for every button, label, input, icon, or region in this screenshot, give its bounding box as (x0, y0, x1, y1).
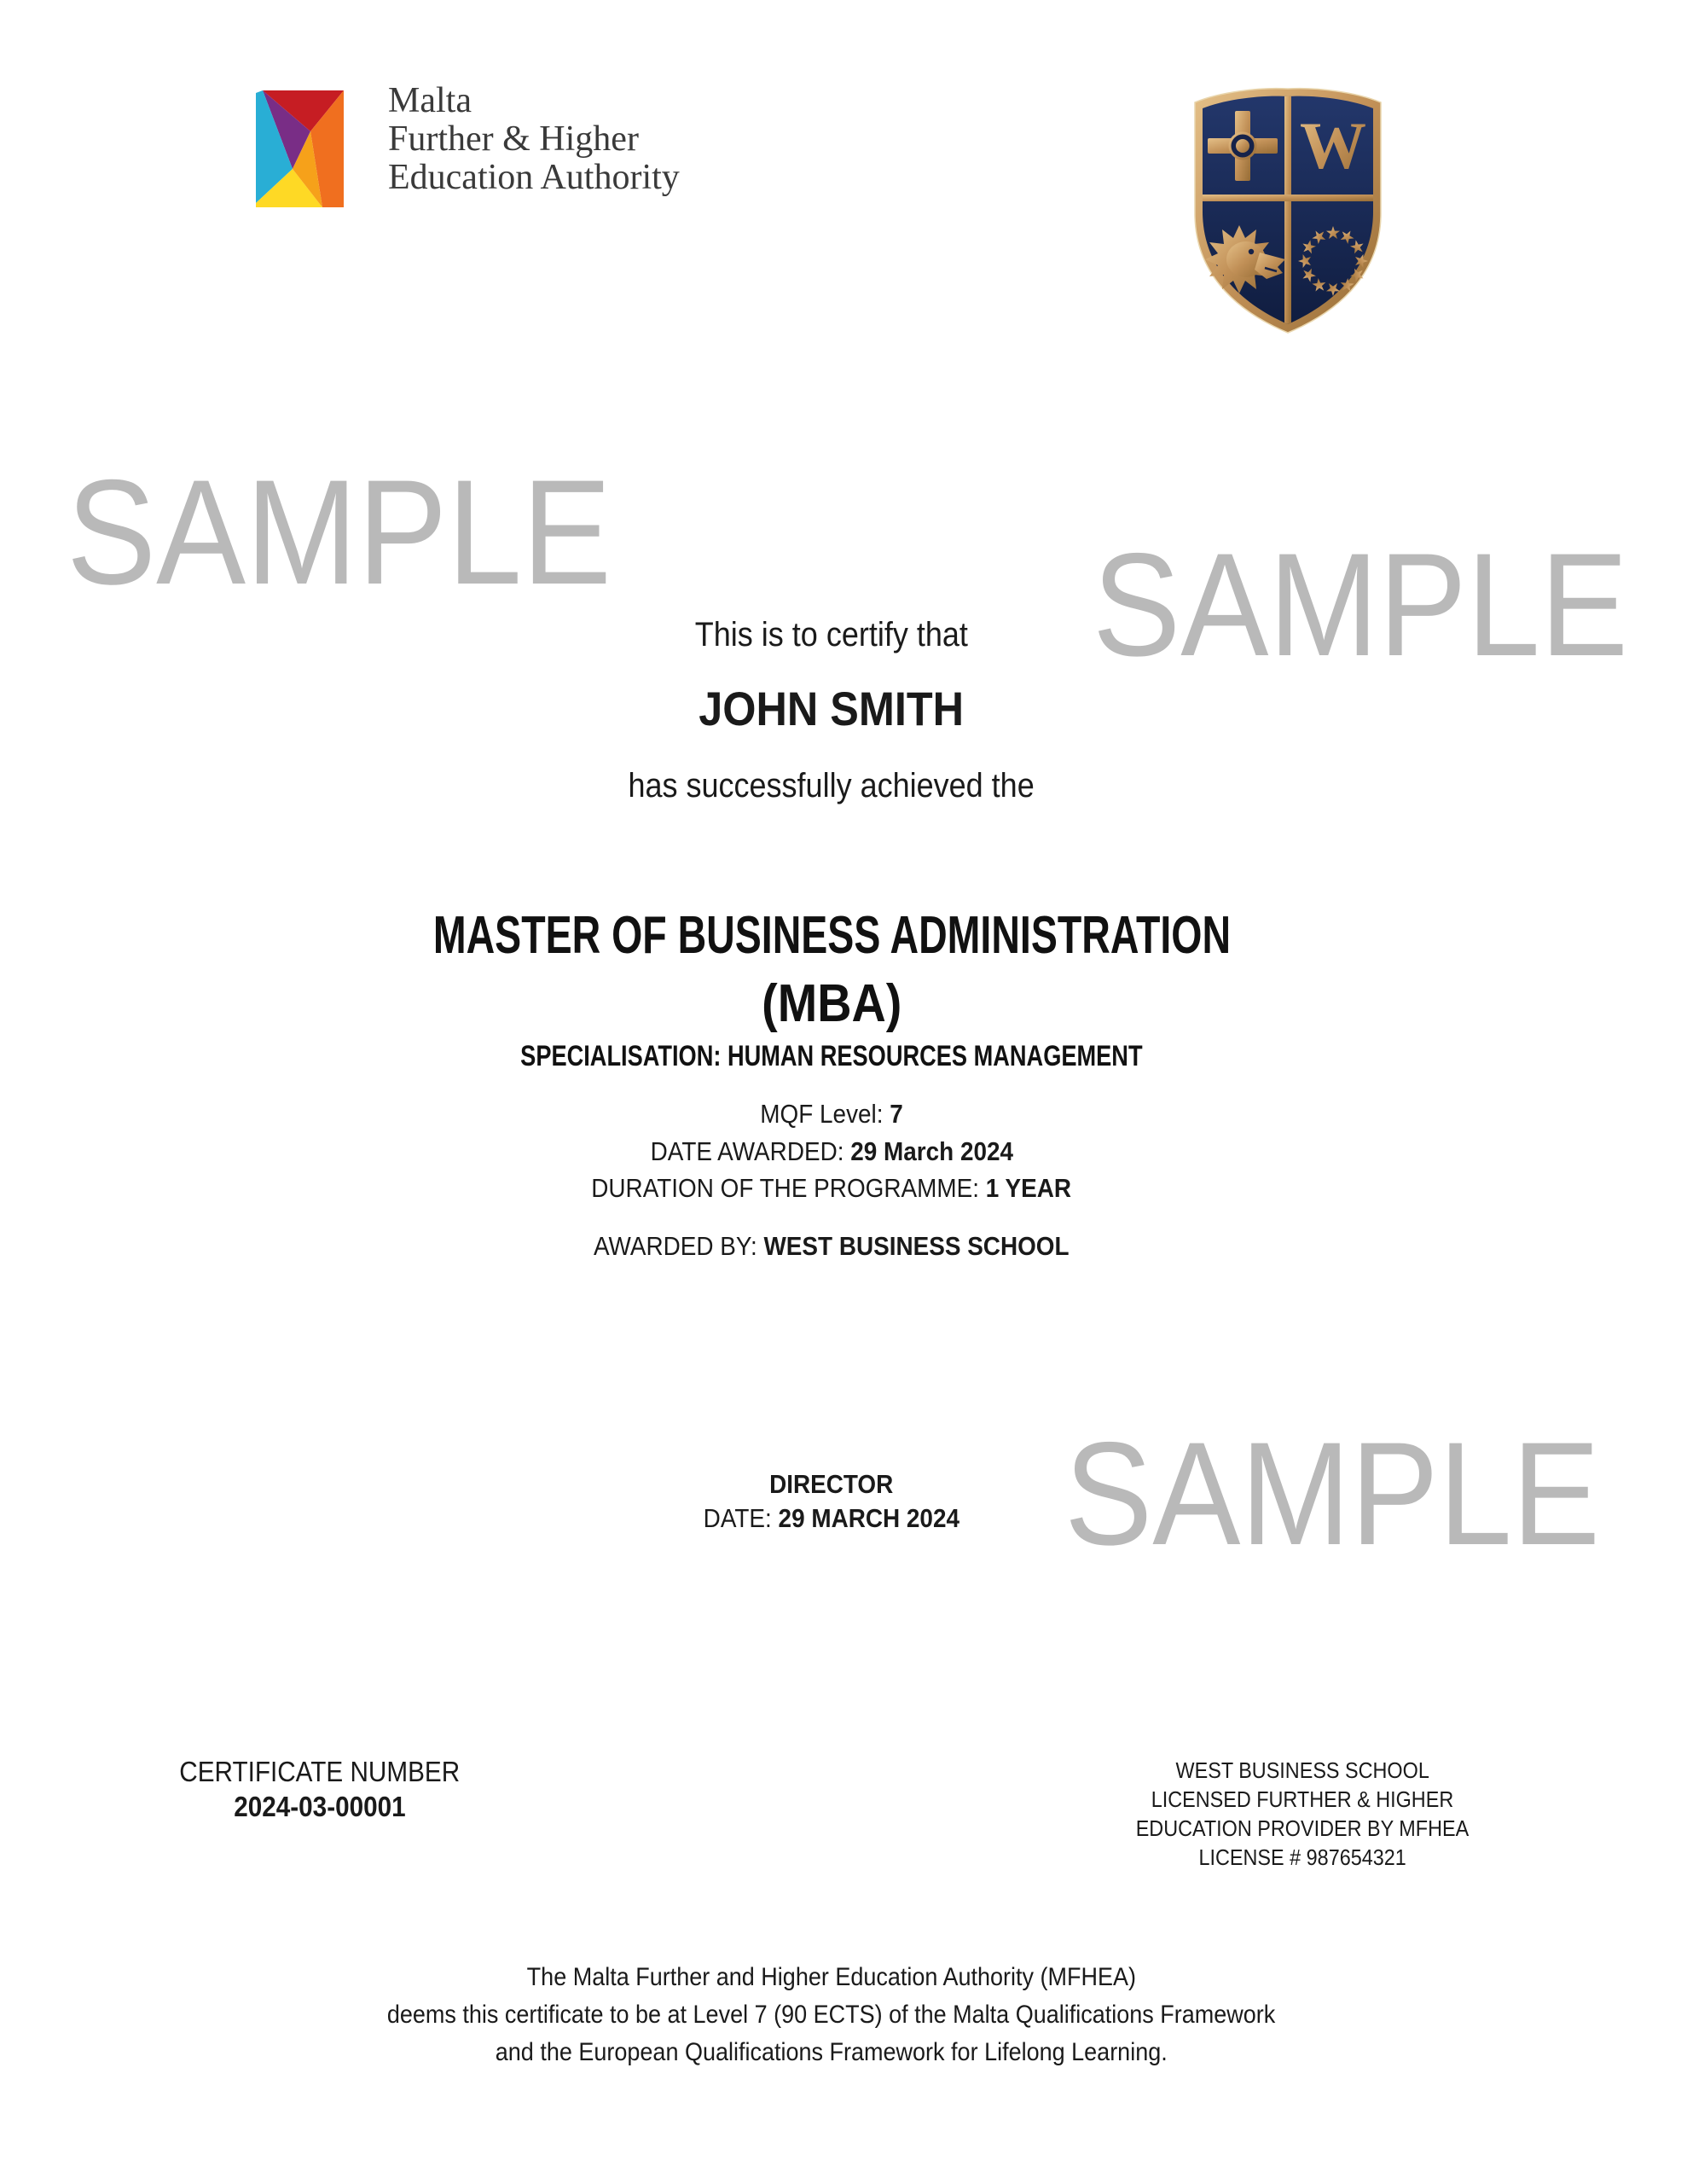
award-title-line1: MASTER OF BUSINESS ADMINISTRATION (432, 906, 1231, 965)
duration-value: 1 YEAR (986, 1173, 1072, 1203)
signature-date-label: DATE: (703, 1503, 772, 1533)
watermark-sample-mid-right: SAMPLE (1093, 523, 1629, 687)
duration-line (592, 1173, 1072, 1204)
mfhea-wordmark-line3: Education Authority (388, 158, 680, 197)
certificate-number-value: 2024-03-00001 (234, 1791, 406, 1822)
achievement-line: has successfully achieved the (628, 767, 1035, 804)
date-awarded-line (650, 1136, 1012, 1167)
date-awarded-label: DATE AWARDED: (650, 1136, 844, 1166)
recipient-name: JOHN SMITH (699, 682, 965, 735)
provider-line1: WEST BUSINESS SCHOOL (1175, 1757, 1429, 1783)
provider-license-block (1046, 1756, 1558, 1872)
mfhea-statement-line2: deems this certificate to be at Level 7 (90 ECTS) of the Malta Qualifications Framework (387, 2001, 1276, 2029)
signature-date-value: 29 MARCH 2024 (778, 1503, 960, 1533)
mfhea-logo-icon (256, 90, 344, 207)
mqf-level-value: 7 (890, 1099, 903, 1129)
award-specialisation: SPECIALISATION: HUMAN RESOURCES MANAGEMENT (520, 1040, 1143, 1072)
certificate-number-block (64, 1756, 576, 1788)
awarded-by-line (594, 1231, 1070, 1262)
certify-intro: This is to certify that (694, 616, 969, 653)
awarded-by-label: AWARDED BY: (594, 1231, 757, 1261)
mfhea-statement-line1: The Malta Further and Higher Education Authority (MFHEA) (526, 1963, 1137, 1991)
signature-role: DIRECTOR (769, 1469, 894, 1499)
mqf-level-label: MQF Level: (760, 1099, 884, 1129)
signature-date-line (704, 1503, 959, 1534)
award-title-line2: (MBA) (761, 974, 902, 1033)
awarded-by-value: WEST BUSINESS SCHOOL (763, 1231, 1070, 1261)
provider-line4: LICENSE # 987654321 (1198, 1844, 1406, 1870)
mfhea-statement-line3: and the European Qualifications Framework for Lifelong Learning. (496, 2038, 1168, 2066)
certificate-number-label: CERTIFICATE NUMBER (179, 1756, 461, 1787)
mqf-level-line (760, 1099, 902, 1130)
school-crest-icon (1181, 85, 1394, 338)
provider-line3: EDUCATION PROVIDER BY MFHEA (1135, 1815, 1470, 1841)
mfhea-wordmark-line2: Further & Higher (388, 119, 639, 159)
mfhea-wordmark (388, 82, 680, 197)
date-awarded-value: 29 March 2024 (849, 1136, 1013, 1166)
mfhea-statement (0, 1959, 1663, 2071)
watermark-sample-top-left: SAMPLE (67, 450, 612, 616)
mfhea-wordmark-line1: Malta (388, 81, 472, 120)
duration-label: DURATION OF THE PROGRAMME: (591, 1173, 980, 1203)
crest-initial: W (1300, 108, 1366, 183)
provider-line2: LICENSED FURTHER & HIGHER (1151, 1786, 1454, 1812)
watermark-sample-bottom-right: SAMPLE (1064, 1412, 1601, 1576)
